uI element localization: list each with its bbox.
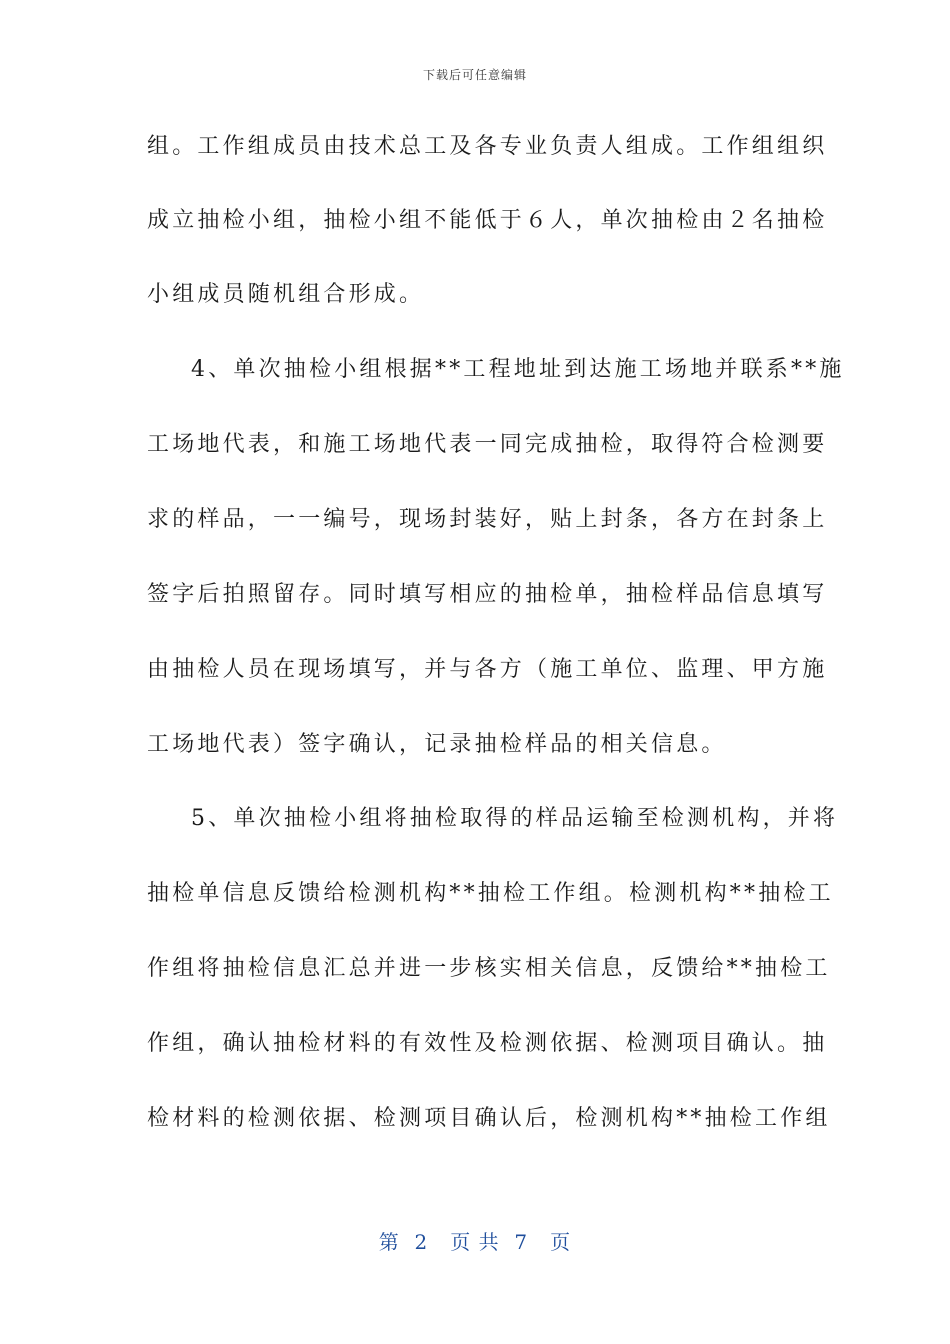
paragraph-4-start: 4、单次抽检小组根据**工程地址到达施工场地并联系**施	[191, 357, 845, 382]
body-line: 检材料的检测依据、检测项目确认后，检测机构**抽检工作组	[147, 1106, 831, 1131]
page-number-footer: 第 2 页 共 7 页	[378, 1230, 572, 1254]
body-line: 求的样品，一一编号，现场封装好，贴上封条，各方在封条上	[147, 507, 828, 532]
body-line: 由抽检人员在现场填写，并与各方（施工单位、监理、甲方施	[147, 657, 828, 682]
body-line: 成立抽检小组，抽检小组不能低于６人，单次抽检由２名抽检	[147, 208, 828, 233]
body-line: 工场地代表，和施工场地代表一同完成抽检，取得符合检测要	[147, 432, 828, 457]
body-line: 作组，确认抽检材料的有效性及检测依据、检测项目确认。抽	[147, 1031, 828, 1056]
body-line: 工场地代表）签字确认，记录抽检样品的相关信息。	[147, 732, 727, 757]
body-line: 签字后拍照留存。同时填写相应的抽检单，抽检样品信息填写	[147, 582, 828, 607]
body-line: 小组成员随机组合形成。	[147, 282, 425, 307]
body-line: 抽检单信息反馈给检测机构**抽检工作组。检测机构**抽检工	[147, 881, 834, 906]
paragraph-5-start: 5、单次抽检小组将抽检取得的样品运输至检测机构，并将	[191, 806, 839, 831]
body-line: 组。工作组成员由技术总工及各专业负责人组成。工作组组织	[147, 134, 828, 159]
body-line: 作组将抽检信息汇总并进一步核实相关信息，反馈给**抽检工	[147, 956, 831, 981]
header-note: 下载后可任意编辑	[422, 68, 527, 82]
